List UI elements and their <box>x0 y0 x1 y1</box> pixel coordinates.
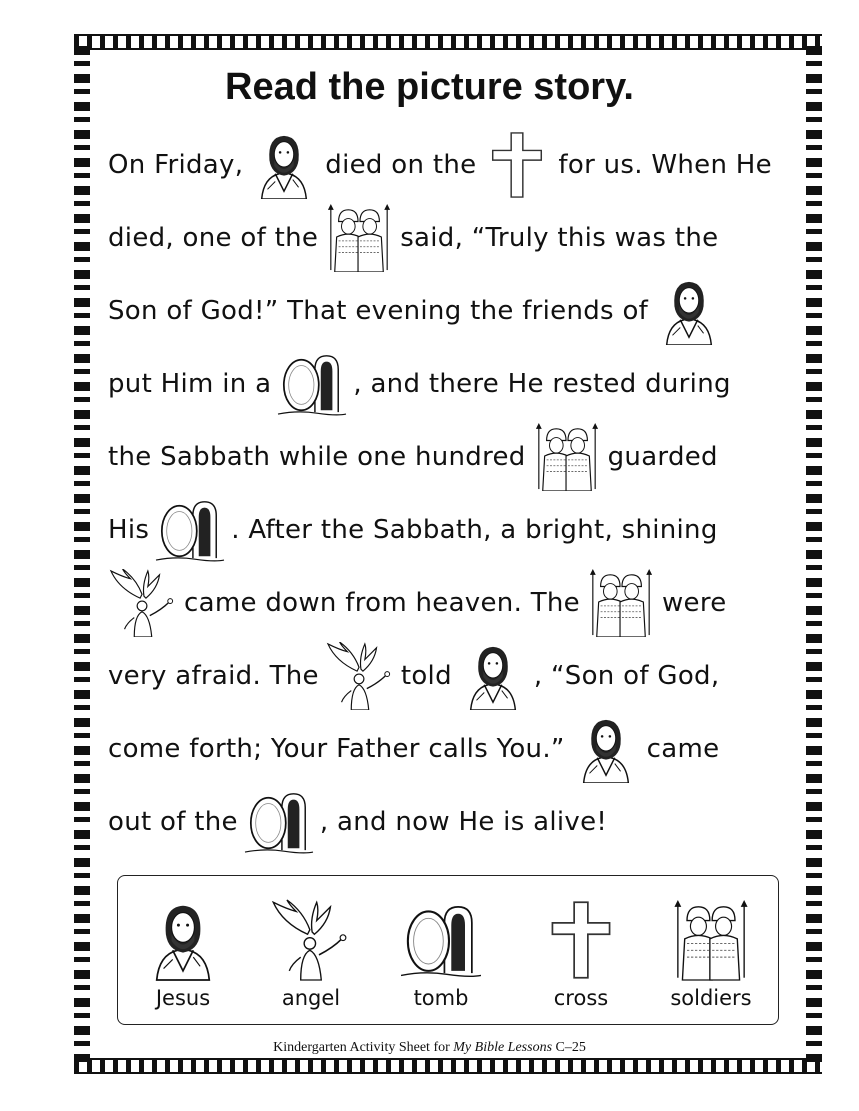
story-text: guarded <box>607 441 718 472</box>
soldiers-icon <box>586 569 656 637</box>
cross-icon <box>482 131 552 199</box>
soldiers-icon <box>532 423 602 491</box>
story-line-10 <box>108 785 808 858</box>
story-text: , “Son of God, <box>533 660 720 691</box>
key-item-angel <box>256 898 366 1010</box>
tomb-icon <box>277 350 347 418</box>
picture-story <box>108 128 808 858</box>
story-text: for us. When He <box>558 149 772 180</box>
key-label: angel <box>281 986 341 1010</box>
jesus-icon <box>249 131 319 199</box>
picture-key-box <box>117 875 779 1025</box>
tomb-icon <box>401 898 481 982</box>
story-text: out of the <box>108 806 238 837</box>
key-item-cross <box>526 898 636 1010</box>
footer-suffix: C–25 <box>552 1040 586 1055</box>
key-item-jesus <box>128 898 238 1010</box>
story-line-3 <box>108 274 808 347</box>
border-left <box>74 46 90 1062</box>
border-right <box>806 46 822 1062</box>
footer-prefix: Kindergarten Activity Sheet for <box>273 1040 454 1055</box>
story-text: died on the <box>325 149 477 180</box>
story-line-7 <box>108 566 808 639</box>
soldiers-icon <box>671 898 751 982</box>
story-text: came down from heaven. The <box>184 587 580 618</box>
story-text: , and now He is alive! <box>319 806 608 837</box>
story-line-9 <box>108 712 808 785</box>
story-text: told <box>400 660 452 691</box>
story-text: . After the Sabbath, a bright, shining <box>231 514 718 545</box>
story-line-2 <box>108 201 808 274</box>
page-title: Read the picture story. <box>225 66 634 108</box>
story-line-4 <box>108 347 808 420</box>
angel-icon <box>271 898 351 982</box>
angel-icon <box>108 569 178 637</box>
story-line-6 <box>108 493 808 566</box>
story-line-8 <box>108 639 808 712</box>
story-line-1 <box>108 128 808 201</box>
key-item-soldiers <box>656 898 766 1010</box>
story-line-5 <box>108 420 808 493</box>
story-text: very afraid. The <box>108 660 319 691</box>
soldiers-icon <box>324 204 394 272</box>
story-text: were <box>661 587 727 618</box>
key-label: soldiers <box>670 986 752 1010</box>
story-text: said, “Truly this was the <box>400 222 719 253</box>
jesus-icon <box>654 277 724 345</box>
key-item-tomb <box>386 898 496 1010</box>
key-label: tomb <box>413 986 469 1010</box>
key-label: cross <box>553 986 609 1010</box>
story-text: put Him in a <box>108 368 272 399</box>
cross-icon <box>541 898 621 982</box>
story-text: , and there He rested during <box>353 368 731 399</box>
page-footer <box>0 1040 859 1056</box>
jesus-icon <box>571 715 641 783</box>
footer-book-title: My Bible Lessons <box>453 1040 553 1055</box>
story-text: the Sabbath while one hundred <box>108 441 526 472</box>
border-bottom <box>74 1058 822 1074</box>
tomb-icon <box>244 788 314 856</box>
story-text: Son of God!” That evening the friends of <box>108 295 649 326</box>
jesus-icon <box>143 898 223 982</box>
border-top <box>74 34 822 50</box>
angel-icon <box>325 642 395 710</box>
story-text: His <box>108 514 150 545</box>
tomb-icon <box>155 496 225 564</box>
jesus-icon <box>458 642 528 710</box>
story-text: On Friday, <box>108 149 244 180</box>
story-text: come forth; Your Father calls You.” <box>108 733 565 764</box>
story-text: came <box>646 733 720 764</box>
story-text: died, one of the <box>108 222 319 253</box>
key-label: Jesus <box>155 986 211 1010</box>
